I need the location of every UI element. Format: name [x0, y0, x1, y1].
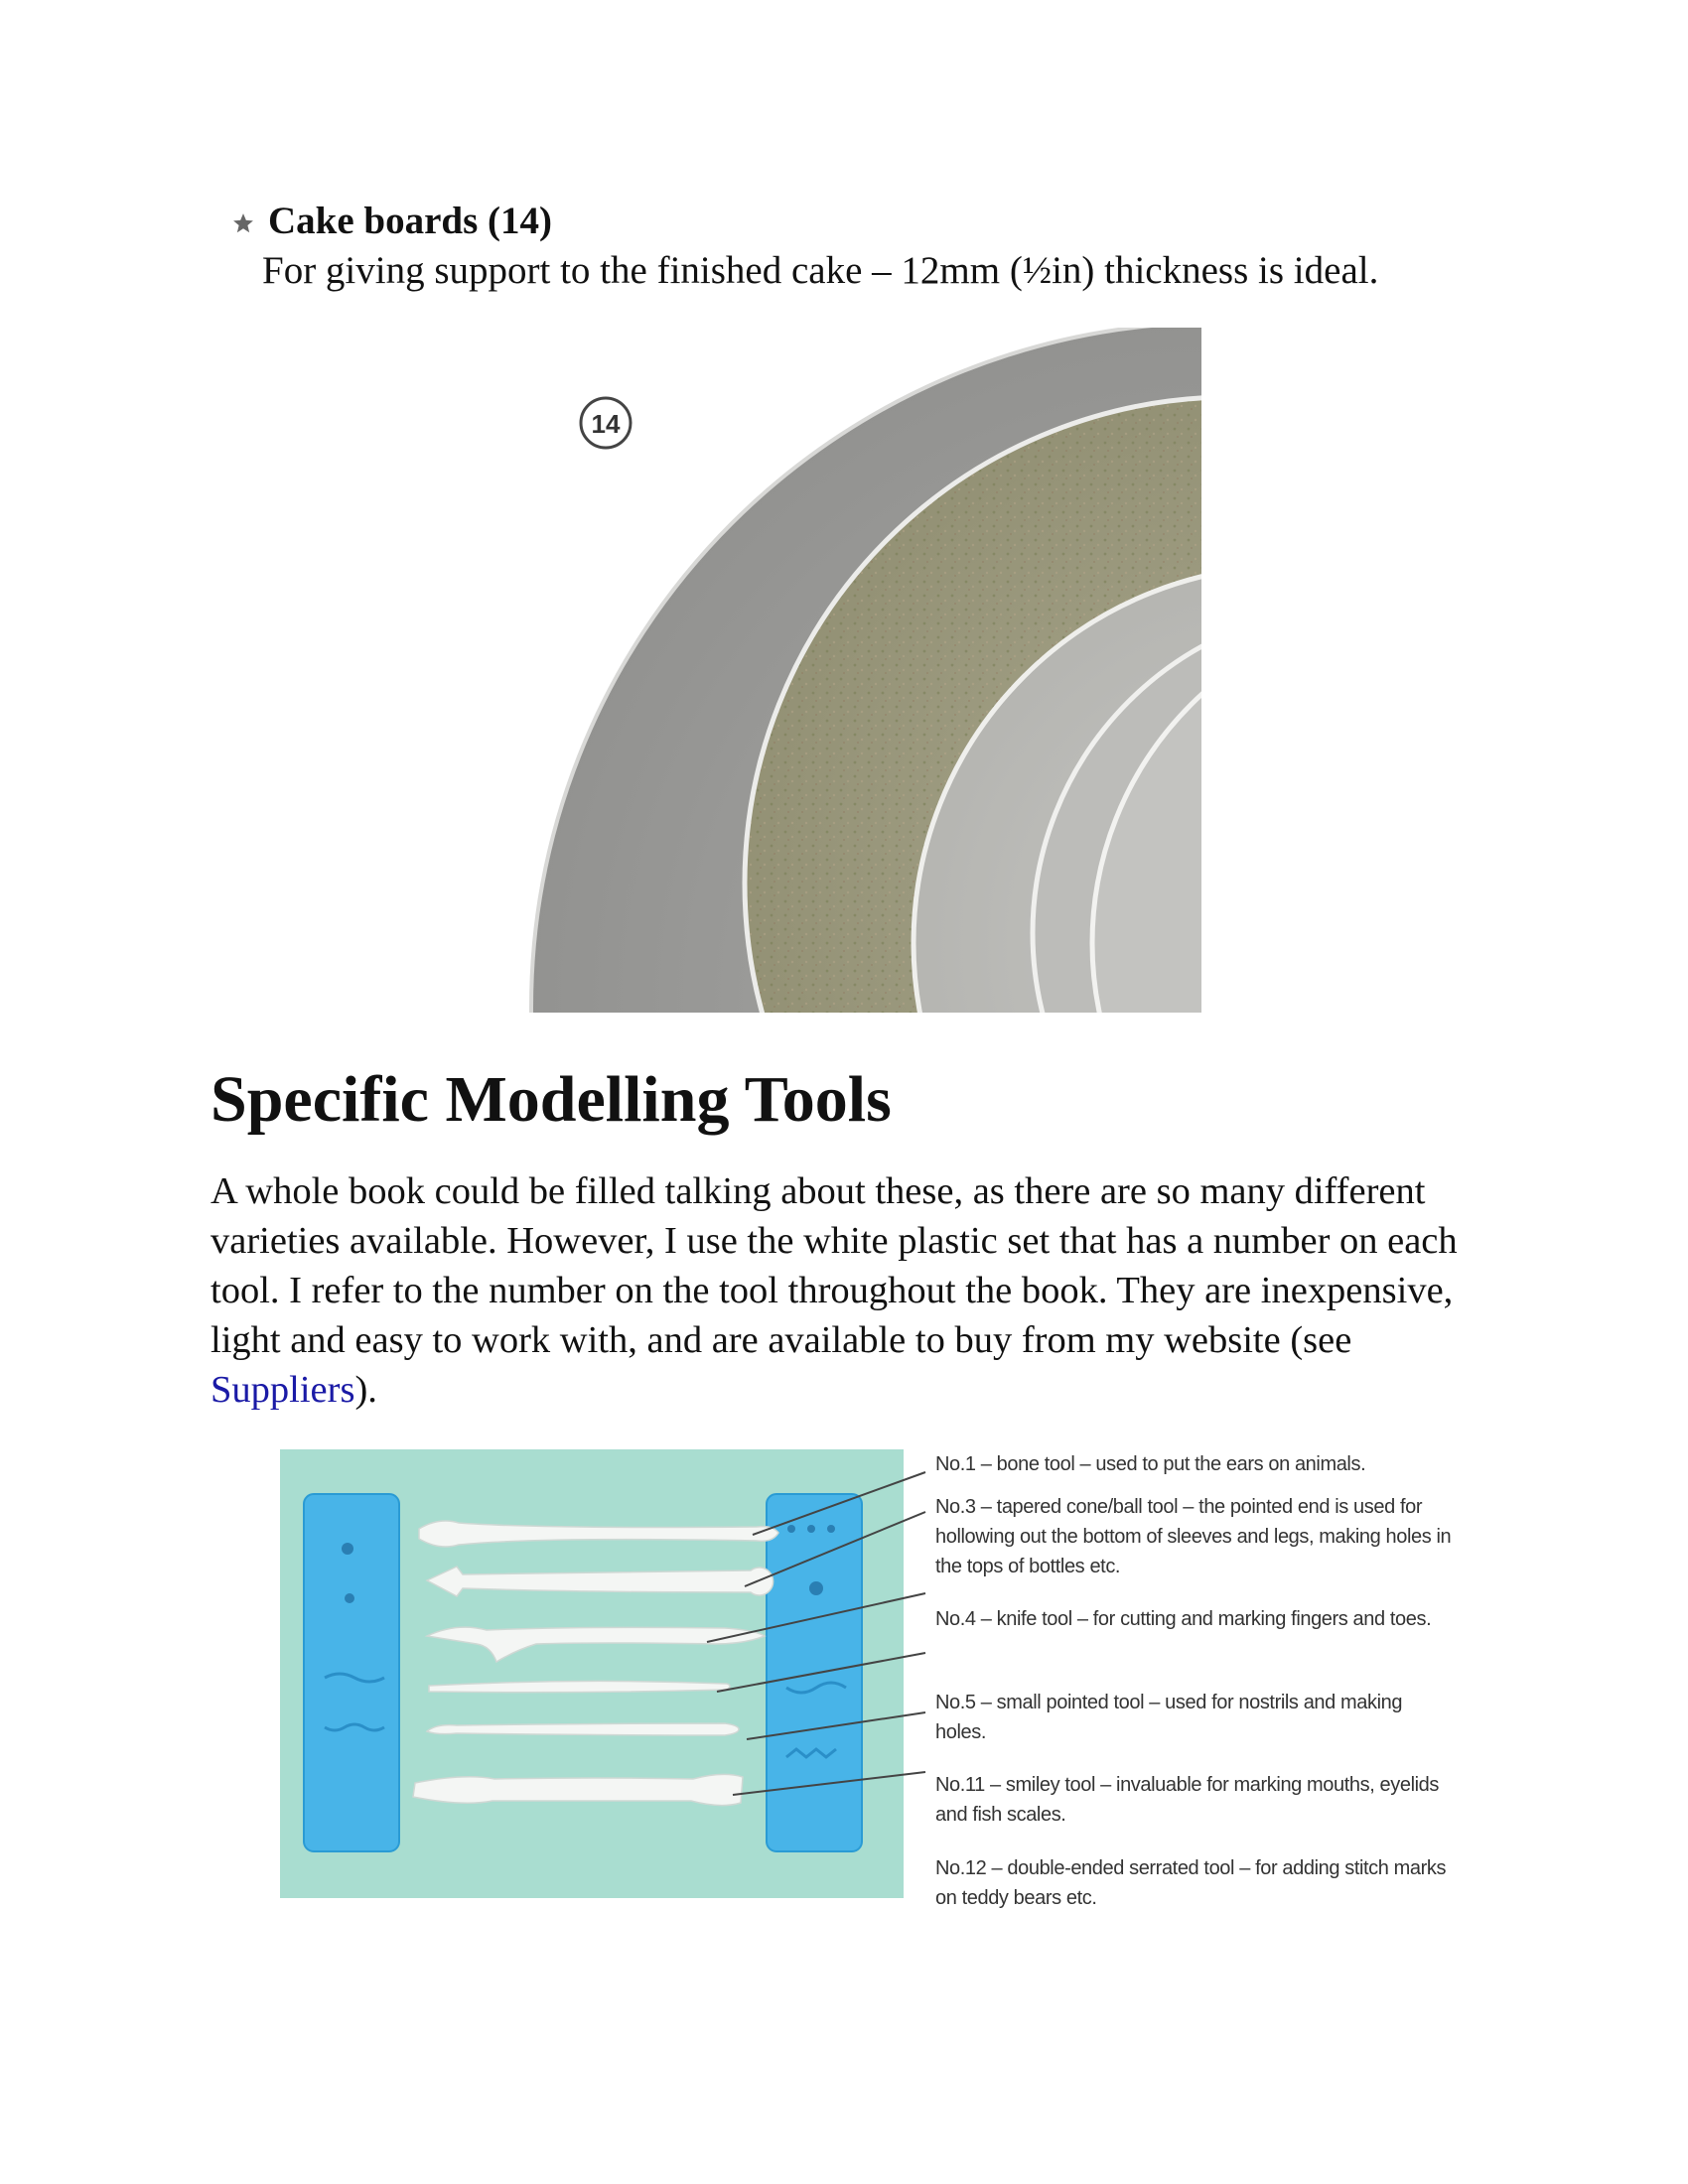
cake-boards-title: Cake boards (14) — [268, 200, 553, 242]
section-heading: Specific Modelling Tools — [211, 1063, 892, 1136]
tool-label-no12: No.12 – double-ended serrated tool – for adding stitch marks on teddy bears etc. — [935, 1857, 1447, 1909]
figure-number-label: 14 — [591, 409, 621, 439]
cake-boards-description: For giving support to the finished cake – 12mm (½in) thickness is ideal. — [262, 249, 1379, 292]
cake-boards-photo — [477, 328, 1201, 1013]
star-bullet-icon — [232, 212, 254, 234]
paragraph-text-end: ). — [354, 1369, 377, 1411]
intro-paragraph — [211, 1166, 1501, 1415]
tool-label-no5: No.5 – small pointed tool – used for nostrils and making holes. — [935, 1692, 1403, 1743]
paragraph-text: A whole book could be filled talking about these, as there are so many different varieties available. However, I use the white plastic set that has a number on each tool. I refer to the number on the tool throughout the book. They are inexpensive, light and easy to work with, and are available to buy from my website (see — [211, 1170, 1458, 1361]
tool-label-no3: No.3 – tapered cone/ball tool – the pointed end is used for hollowing out the bottom of sleeves and legs, making holes in the tops of bottles etc. — [935, 1496, 1452, 1577]
tool-label-no11: No.11 – smiley tool – invaluable for marking mouths, eyelids and fish scales. — [935, 1774, 1439, 1826]
tool-label-no4: No.4 – knife tool – for cutting and marking fingers and toes. — [935, 1608, 1432, 1630]
tool-label-no1: No.1 – bone tool – used to put the ears on animals. — [935, 1453, 1366, 1475]
suppliers-link[interactable]: Suppliers — [211, 1369, 355, 1411]
